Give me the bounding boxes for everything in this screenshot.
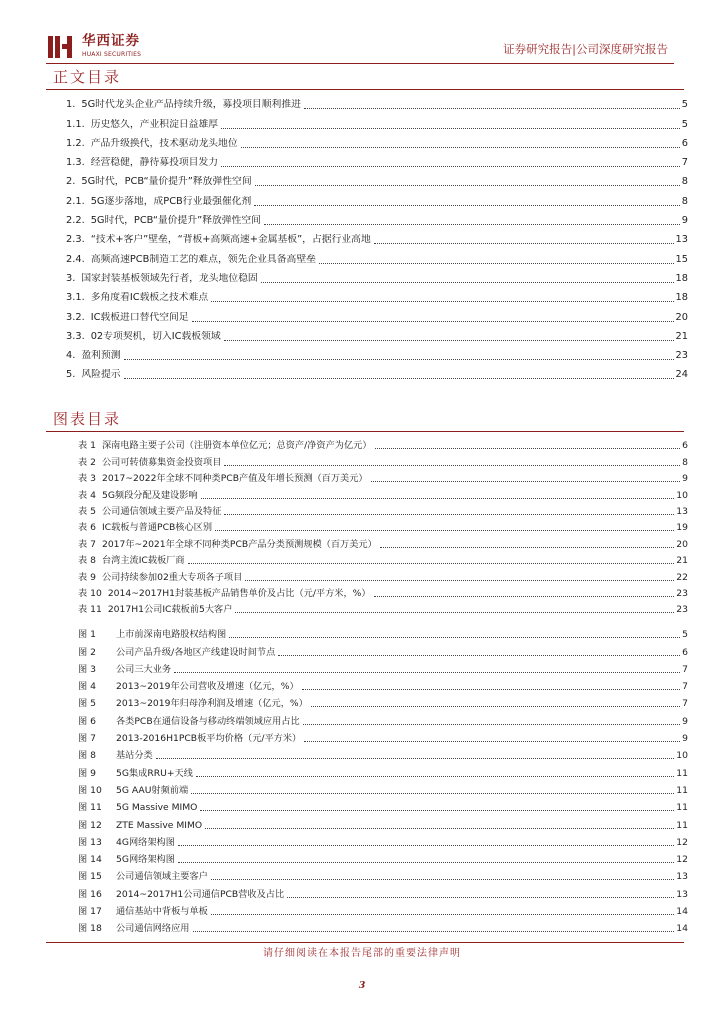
dot-leader <box>224 340 674 341</box>
footer-divider <box>46 942 684 943</box>
dot-leader <box>224 465 680 466</box>
entry-page: 6 <box>682 646 688 658</box>
entry-number: 表 6 <box>78 522 96 534</box>
entry-title: 通信基站中背板与单板 <box>116 906 208 918</box>
entry-number: 图 18 <box>78 923 102 935</box>
dot-leader <box>196 776 674 777</box>
entry-number: 图 15 <box>78 871 102 883</box>
dot-leader <box>255 185 680 186</box>
figure-index-entry[interactable] <box>78 796 688 813</box>
entry-number: 2. <box>66 176 76 188</box>
entry-page: 9 <box>681 215 688 227</box>
entry-title: 基站分类 <box>116 750 153 762</box>
table-index-entry[interactable] <box>78 550 688 566</box>
entry-page: 18 <box>675 292 688 304</box>
dot-leader <box>221 128 680 129</box>
dot-leader <box>229 637 680 638</box>
entry-title: 5G网络架构图 <box>116 854 175 866</box>
entry-title: 5G集成RRU+天线 <box>116 767 193 779</box>
table-index-entry[interactable] <box>78 599 688 615</box>
entry-title: 国家封装基板领域先行者，龙头地位稳固 <box>81 272 258 284</box>
entry-title: 5G时代，PCB“量价提升”释放弹性空间 <box>81 176 252 188</box>
entry-title: 公司三大业务 <box>116 663 172 675</box>
dot-leader <box>191 793 674 794</box>
figure-index-entry[interactable] <box>78 779 688 796</box>
entry-number: 2.2. <box>66 215 85 227</box>
toc-entry[interactable] <box>66 111 688 130</box>
dot-leader <box>374 243 674 244</box>
toc-entry[interactable] <box>66 150 688 169</box>
dot-leader <box>380 547 674 548</box>
entry-number: 图 10 <box>78 784 102 796</box>
entry-title: 5G Massive MIMO <box>116 802 198 814</box>
entry-page: 14 <box>676 923 688 935</box>
dot-leader <box>235 612 674 613</box>
entry-title: ZTE Massive MIMO <box>116 819 203 831</box>
entry-number: 图 14 <box>78 854 102 866</box>
figure-index-entry[interactable] <box>78 658 688 675</box>
entry-number: 1.2. <box>66 137 85 149</box>
entry-page: 18 <box>675 272 688 284</box>
entry-title: 公司可转债募集资金投资项目 <box>101 456 222 468</box>
dot-leader <box>287 897 674 898</box>
entry-page: 8 <box>682 456 688 468</box>
entry-title: 公司通信领域主要产品及特征 <box>101 505 222 517</box>
entry-number: 3.1. <box>66 292 85 304</box>
dot-leader <box>211 301 673 302</box>
entry-page: 6 <box>682 440 688 452</box>
huaxi-logo-icon <box>46 33 74 61</box>
figure-index-entry[interactable] <box>78 813 688 830</box>
entry-title: 02专项契机，切入IC载板领域 <box>90 330 221 342</box>
entry-page: 20 <box>675 311 688 323</box>
entry-page: 9 <box>682 733 688 745</box>
entry-title: 2013~2019年公司营收及增速（亿元，%） <box>116 681 299 693</box>
dot-leader <box>311 706 680 707</box>
page-header <box>0 0 724 72</box>
entry-number: 1.1. <box>66 118 85 130</box>
entry-page: 5 <box>682 629 688 641</box>
dot-leader <box>124 359 674 360</box>
figure-index-entry[interactable] <box>78 865 688 882</box>
dot-leader <box>375 448 681 449</box>
entry-page: 13 <box>676 888 688 900</box>
entry-title: 5G逐步落地，成PCB行业最强催化剂 <box>90 195 252 207</box>
entry-number: 1.3. <box>66 157 85 169</box>
entry-number: 图 6 <box>78 715 96 727</box>
entry-page: 8 <box>681 176 688 188</box>
entry-number: 3.2. <box>66 311 85 323</box>
entry-number: 图 16 <box>78 888 102 900</box>
entry-number: 2.4. <box>66 253 85 265</box>
entry-page: 23 <box>676 587 688 599</box>
entry-number: 图 4 <box>78 681 96 693</box>
report-type: 证券研究报告|公司深度研究报告 <box>503 42 668 56</box>
figure-index-entry[interactable] <box>78 744 688 761</box>
figure-index-entry[interactable] <box>78 727 688 744</box>
dot-leader <box>371 481 681 482</box>
entry-page: 5 <box>681 118 688 130</box>
entry-number: 表 2 <box>78 456 96 468</box>
figure-index-entry[interactable] <box>78 623 688 640</box>
dot-leader <box>211 914 674 915</box>
entry-number: 表 1 <box>78 440 96 452</box>
entry-title: 风险提示 <box>81 369 121 381</box>
entry-title: 产品升级换代，技术驱动龙头地位 <box>90 137 238 149</box>
table-index-entry[interactable] <box>78 566 688 582</box>
entry-number: 3. <box>66 272 76 284</box>
entry-page: 13 <box>676 505 688 517</box>
entry-title: 2017H1公司IC载板前5大客户 <box>107 604 233 616</box>
entry-page: 12 <box>676 854 688 866</box>
table-index-entry[interactable] <box>78 501 688 517</box>
figure-index-entry[interactable] <box>78 831 688 848</box>
entry-page: 24 <box>675 369 688 381</box>
entry-page: 22 <box>676 571 688 583</box>
entry-page: 11 <box>676 784 688 796</box>
entry-number: 表 4 <box>78 489 96 501</box>
entry-title: “技术+客户”壁垒，“背板+高频高速+金属基板”，占据行业高地 <box>90 234 371 246</box>
dot-leader <box>215 530 674 531</box>
entry-title: 2013~2019年归母净利润及增速（亿元，%） <box>116 698 308 710</box>
table-index-entry[interactable] <box>78 484 688 500</box>
entry-page: 21 <box>676 555 688 567</box>
table-index-entry[interactable] <box>78 435 688 451</box>
entry-title: 各类PCB在通信设备与移动终端领域应用占比 <box>116 715 300 727</box>
table-index-entry[interactable] <box>78 533 688 549</box>
entry-title: 2017年~2021年全球不同种类PCB产品分类预测规模（百万美元） <box>101 538 377 550</box>
dot-leader <box>304 108 680 109</box>
entry-number: 图 2 <box>78 646 96 658</box>
entry-page: 10 <box>676 489 688 501</box>
dot-leader <box>221 166 680 167</box>
dot-leader <box>254 205 679 206</box>
entry-number: 图 8 <box>78 750 96 762</box>
tables-list <box>78 435 688 615</box>
contents-divider <box>46 89 684 90</box>
entry-number: 图 3 <box>78 663 96 675</box>
entry-title: 台湾主流IC载板厂商 <box>101 555 185 567</box>
table-index-entry[interactable] <box>78 517 688 533</box>
entry-number: 图 7 <box>78 733 96 745</box>
entry-title: 经营稳健，静待募投项目发力 <box>90 157 219 169</box>
entry-title: 2017~2022年全球不同种类PCB产值及年增长预测（百万美元） <box>101 473 368 485</box>
entry-number: 表 10 <box>78 587 102 599</box>
figure-index-entry[interactable] <box>78 848 688 865</box>
toc-entry[interactable] <box>66 227 688 246</box>
toc-entry[interactable] <box>66 246 688 265</box>
entry-number: 2.3. <box>66 234 85 246</box>
entry-page: 7 <box>682 698 688 710</box>
entry-page: 7 <box>681 157 688 169</box>
dot-leader <box>188 563 675 564</box>
entry-title: 历史悠久，产业积淀日益雄厚 <box>90 118 219 130</box>
table-index-entry[interactable] <box>78 583 688 599</box>
dot-leader <box>245 580 674 581</box>
entry-title: IC载板进口替代空间足 <box>90 311 189 323</box>
figure-index-entry[interactable] <box>78 917 688 934</box>
entry-title: 4G网络架构图 <box>116 836 175 848</box>
entry-title: 上市前深南电路股权结构图 <box>116 629 227 641</box>
entry-page: 9 <box>682 473 688 485</box>
dot-leader <box>261 282 674 283</box>
figure-index-entry[interactable] <box>78 640 688 657</box>
entry-title: 公司持续参加02重大专项各子项目 <box>101 571 243 583</box>
entry-title: 5G时代，PCB“量价提升”释放弹性空间 <box>90 215 261 227</box>
entry-number: 图 17 <box>78 906 102 918</box>
page-number: 3 <box>358 980 366 991</box>
entry-number: 图 1 <box>78 629 96 641</box>
figure-index-entry[interactable] <box>78 761 688 778</box>
entry-number: 4. <box>66 350 76 362</box>
entry-page: 15 <box>675 253 688 265</box>
dot-leader <box>156 758 675 759</box>
entry-number: 图 12 <box>78 819 102 831</box>
entry-title: 公司产品升级/各地区产线建设时间节点 <box>116 646 276 658</box>
entry-page: 11 <box>676 802 688 814</box>
dot-leader <box>374 596 675 597</box>
toc-entry[interactable] <box>66 343 688 362</box>
entry-number: 表 5 <box>78 505 96 517</box>
figure-index-entry[interactable] <box>78 709 688 726</box>
toc-entry[interactable] <box>66 131 688 150</box>
entry-title: 5G频段分配及建设影响 <box>101 489 198 501</box>
brand-name-cn: 华西证券 <box>82 33 140 49</box>
entry-number: 1. <box>66 99 76 111</box>
toc-entry[interactable] <box>66 169 688 188</box>
dot-leader <box>178 845 674 846</box>
figures-index-title: 图表目录 <box>53 410 122 428</box>
toc-entry[interactable] <box>66 324 688 343</box>
entry-page: 19 <box>676 522 688 534</box>
entry-page: 13 <box>675 234 688 246</box>
figure-index-entry[interactable] <box>78 692 688 709</box>
entry-page: 11 <box>676 819 688 831</box>
entry-page: 11 <box>676 767 688 779</box>
dot-leader <box>178 862 674 863</box>
dot-leader <box>241 147 680 148</box>
dot-leader <box>193 931 675 932</box>
entry-page: 14 <box>676 906 688 918</box>
dot-leader <box>264 224 680 225</box>
brand-name-en: HUAXI SECURITIES <box>82 51 142 58</box>
contents-list <box>66 92 688 381</box>
entry-number: 图 11 <box>78 802 102 814</box>
dot-leader <box>304 741 680 742</box>
dot-leader <box>200 810 674 811</box>
entry-number: 表 8 <box>78 555 96 567</box>
entry-page: 9 <box>682 715 688 727</box>
entry-page: 13 <box>676 871 688 883</box>
table-index-entry[interactable] <box>78 451 688 467</box>
entry-title: 公司通信网络应用 <box>116 923 190 935</box>
entry-number: 2.1. <box>66 195 85 207</box>
figure-index-entry[interactable] <box>78 882 688 899</box>
entry-number: 表 7 <box>78 538 96 550</box>
dot-leader <box>201 498 675 499</box>
entry-page: 12 <box>676 836 688 848</box>
entry-page: 21 <box>675 330 688 342</box>
entry-title: 2014~2017H1封装基板产品销售单价及占比（元/平方米，%） <box>107 587 371 599</box>
figure-index-entry[interactable] <box>78 675 688 692</box>
entry-number: 表 11 <box>78 604 102 616</box>
dot-leader <box>211 879 674 880</box>
entry-page: 8 <box>681 195 688 207</box>
legal-notice: 请仔细阅读在本报告尾部的重要法律声明 <box>263 948 461 959</box>
entry-page: 7 <box>682 663 688 675</box>
entry-page: 20 <box>676 538 688 550</box>
entry-number: 表 3 <box>78 473 96 485</box>
entry-number: 图 5 <box>78 698 96 710</box>
dot-leader <box>174 672 680 673</box>
header-divider <box>46 63 674 64</box>
entry-number: 图 13 <box>78 836 102 848</box>
dot-leader <box>192 321 674 322</box>
dot-leader <box>303 724 681 725</box>
dot-leader <box>224 514 674 515</box>
table-index-entry[interactable] <box>78 468 688 484</box>
dot-leader <box>319 263 674 264</box>
figures-list <box>78 623 688 917</box>
entry-title: 高频高速PCB制造工艺的难点，领先企业具备高壁垒 <box>90 253 316 265</box>
toc-entry[interactable] <box>66 362 688 381</box>
entry-number: 图 9 <box>78 767 96 779</box>
dot-leader <box>205 828 674 829</box>
entry-number: 5. <box>66 369 76 381</box>
dot-leader <box>278 655 680 656</box>
entry-number: 3.3. <box>66 330 85 342</box>
figures-list-continued <box>78 917 688 934</box>
toc-entry[interactable] <box>66 92 688 111</box>
toc-entry[interactable] <box>66 266 688 285</box>
entry-page: 10 <box>676 750 688 762</box>
entry-page: 6 <box>681 137 688 149</box>
entry-title: 5G时代龙头企业产品持续升级，募投项目顺利推进 <box>81 99 301 111</box>
entry-page: 7 <box>682 681 688 693</box>
entry-title: 盈利预测 <box>81 350 121 362</box>
contents-title: 正文目录 <box>53 68 122 86</box>
entry-page: 23 <box>675 350 688 362</box>
toc-entry[interactable] <box>66 208 688 227</box>
entry-title: 深南电路主要子公司（注册资本单位亿元；总资产/净资产为亿元） <box>101 440 372 452</box>
dot-leader <box>302 689 681 690</box>
toc-entry[interactable] <box>66 285 688 304</box>
toc-entry[interactable] <box>66 304 688 323</box>
dot-leader <box>124 378 674 379</box>
entry-title: 5G AAU射频前端 <box>116 784 189 796</box>
entry-title: 公司通信领域主要客户 <box>116 871 208 883</box>
entry-page: 23 <box>676 604 688 616</box>
figure-index-entry[interactable] <box>78 900 688 917</box>
entry-number: 表 9 <box>78 571 96 583</box>
entry-title: 2013-2016H1PCB板平均价格（元/平方米） <box>116 733 302 745</box>
toc-entry[interactable] <box>66 188 688 207</box>
entry-page: 5 <box>681 99 688 111</box>
entry-title: IC载板与普通PCB核心区别 <box>101 522 213 534</box>
figures-index-divider <box>46 431 684 432</box>
entry-title: 2014~2017H1公司通信PCB营收及占比 <box>116 888 285 900</box>
entry-title: 多角度看IC载板之技术难点 <box>90 292 209 304</box>
